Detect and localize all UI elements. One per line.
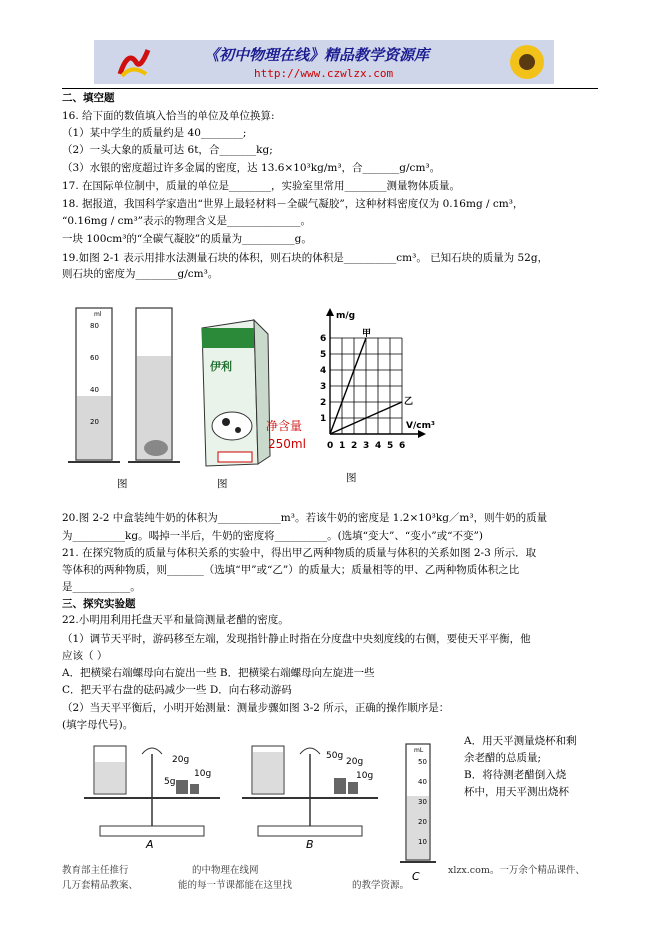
xtick-4: 4 — [375, 441, 382, 451]
footer-l1c: xlzx.com。一万余个精品课件、 — [448, 865, 585, 876]
cylinder-c-label: C — [412, 870, 420, 883]
graph-ylabel: m/g — [336, 311, 356, 321]
figure-milk-carton — [196, 316, 306, 471]
cyl-tick-40: 40 — [90, 386, 99, 394]
footer-l1b: 的中物理在线网 — [192, 865, 259, 876]
mcyl-tick-30: 30 — [418, 798, 427, 806]
cylinder-right — [128, 308, 180, 462]
series-yi-label: 乙 — [404, 397, 414, 407]
q21c: 是___________。 — [62, 581, 141, 593]
q22-side-1: A．用天平测量烧杯和剩 — [464, 735, 577, 747]
q19b: 则石块的密度为________g/cm³。 — [62, 268, 219, 280]
caption-fig2: 图 — [217, 478, 228, 490]
q16a: （1）某中学生的质量约是 40________; — [62, 127, 247, 139]
mcyl-tick-20: 20 — [418, 818, 427, 826]
xtick-0: 0 — [327, 441, 334, 451]
q22b: 应该（ ） — [62, 650, 108, 662]
balance-b-10g: 10g — [356, 771, 374, 781]
footer-l2a: 几万套精品教案、 — [62, 880, 139, 891]
q16: 16. 给下面的数值填入恰当的单位及单位换算: — [62, 110, 275, 122]
xtick-6: 6 — [399, 441, 406, 451]
q22-side-3: B．将待测老醋倒入烧 — [464, 769, 567, 781]
sunflower-icon — [504, 42, 550, 82]
ytick-4: 4 — [320, 366, 327, 376]
q16c: （3）水银的密度超过许多金属的密度，达 13.6×10³kg/m³，合_______g/cm³。 — [62, 162, 441, 174]
mcyl-tick-50: 50 — [418, 758, 427, 766]
balance-a-10g: 10g — [194, 769, 212, 779]
q18c: 一块 100cm³的“全碳气凝胶”的质量为__________g。 — [62, 233, 312, 245]
figure-cylinders — [62, 300, 182, 472]
section-fill-blank: 二、填空题 — [62, 92, 115, 104]
q22d: (填字母代号)。 — [62, 719, 134, 731]
balance-b — [238, 740, 388, 850]
cyl-unit: ml — [94, 311, 102, 318]
q18a: 18. 据报道，我国科学家造出“世界上最轻材料－全碳气凝胶”，这种材料密度仅为 0.16mg / cm³， — [62, 198, 524, 210]
milk-volume: 250ml — [268, 437, 306, 451]
q22-options-ab: A．把横梁右端螺母向右旋出一些 B．把横梁右端螺母向左旋进一些 — [62, 667, 375, 679]
cyl-tick-60: 60 — [90, 354, 99, 362]
mcyl-tick-40: 40 — [418, 778, 427, 786]
caption-fig3: 图 — [346, 472, 357, 484]
q17: 17. 在国际单位制中，质量的单位是________，实验室里常用________测量物体质量。 — [62, 180, 461, 192]
milk-brand: 伊利 — [210, 360, 232, 373]
q22-options-cd: C．把天平右盘的砝码减少一些 D．向右移动游码 — [62, 684, 292, 696]
series-jia-label: 甲 — [362, 329, 372, 339]
balance-a-label: A — [146, 838, 154, 850]
q21a: 21. 在探究物质的质量与体积关系的实验中，得出甲乙两种物质的质量与体积的关系如图 2-3 所示．取 — [62, 547, 537, 559]
q21b: 等体积的两种物质，则_______（选填“甲”或“乙”）的质量大；质量相等的甲、乙两种物质体积之比 — [62, 564, 520, 576]
xtick-3: 3 — [363, 441, 370, 451]
balance-b-label: B — [306, 838, 314, 850]
header-rule — [62, 88, 598, 89]
q20a: 20.图 2-2 中盒装纯牛奶的体积为____________m³。若该牛奶的密度是 1.2×10³kg／m³，则牛奶的质量 — [62, 512, 548, 524]
balance-b-20g: 20g — [346, 757, 364, 767]
q22a: （1）调节天平时，游码移至左端，发现指针静止时指在分度盘中央刻度线的右侧，要使天平平衡，他 — [62, 633, 531, 645]
mcyl-tick-10: 10 — [418, 838, 427, 846]
cylinder-left — [68, 308, 120, 462]
banner-url: http://www.czwlzx.com — [254, 67, 394, 80]
banner-title: 《初中物理在线》精品教学资源库 — [204, 46, 430, 64]
q18b: “0.16mg / cm³”表示的物理含义是______________。 — [62, 215, 312, 227]
q22c: （2）当天平平衡后，小明开始测量：测量步骤如图 3-2 所示，正确的操作顺序是： — [62, 702, 450, 714]
caption-fig1: 图 — [117, 478, 128, 490]
ytick-6: 6 — [320, 334, 327, 344]
footer-l2c: 的教学资源。 — [352, 880, 410, 891]
ytick-2: 2 — [320, 398, 327, 408]
measuring-cylinder-c — [398, 738, 438, 884]
cyl-tick-20: 20 — [90, 418, 99, 426]
milk-net-label: 净含量 — [266, 419, 303, 433]
mcyl-unit: mL — [414, 747, 424, 754]
balance-a-5g: 5g — [164, 777, 176, 787]
ytick-1: 1 — [320, 414, 327, 424]
footer-l2b: 能的每一节课都能在这里找 — [178, 880, 293, 891]
xtick-5: 5 — [387, 441, 394, 451]
q19a: 19.如图 2-1 表示用排水法测量石块的体积，则石块的体积是__________cm³。 已知石块的质量为 52g， — [62, 252, 549, 264]
xtick-2: 2 — [351, 441, 358, 451]
logo-icon — [114, 44, 154, 80]
graph-xlabel: V/cm³ — [406, 421, 435, 431]
balance-a — [80, 740, 230, 850]
footer-l1a: 教育部主任推行 — [62, 865, 129, 876]
q22-side-4: 杯中，用天平测出烧杯 — [464, 786, 569, 798]
q16b: （2）一头大象的质量可达 6t，合_______kg; — [62, 144, 273, 156]
balance-b-50g: 50g — [326, 751, 344, 761]
cyl-tick-80: 80 — [90, 322, 99, 330]
ytick-5: 5 — [320, 350, 327, 360]
q22: 22.小明用利用托盘天平和量筒测量老醋的密度。 — [62, 614, 289, 626]
section-experiment: 三、探究实验题 — [62, 598, 136, 610]
q20b: 为__________kg。喝掉一半后，牛奶的密度将__________。(选填“变大”、“变小”或“不变”) — [62, 530, 483, 542]
xtick-1: 1 — [339, 441, 346, 451]
ytick-3: 3 — [320, 382, 327, 392]
header-banner — [94, 40, 554, 84]
q22-side-2: 余老醋的总质量; — [464, 752, 542, 764]
figure-mv-graph — [310, 304, 440, 464]
balance-a-20g: 20g — [172, 755, 190, 765]
